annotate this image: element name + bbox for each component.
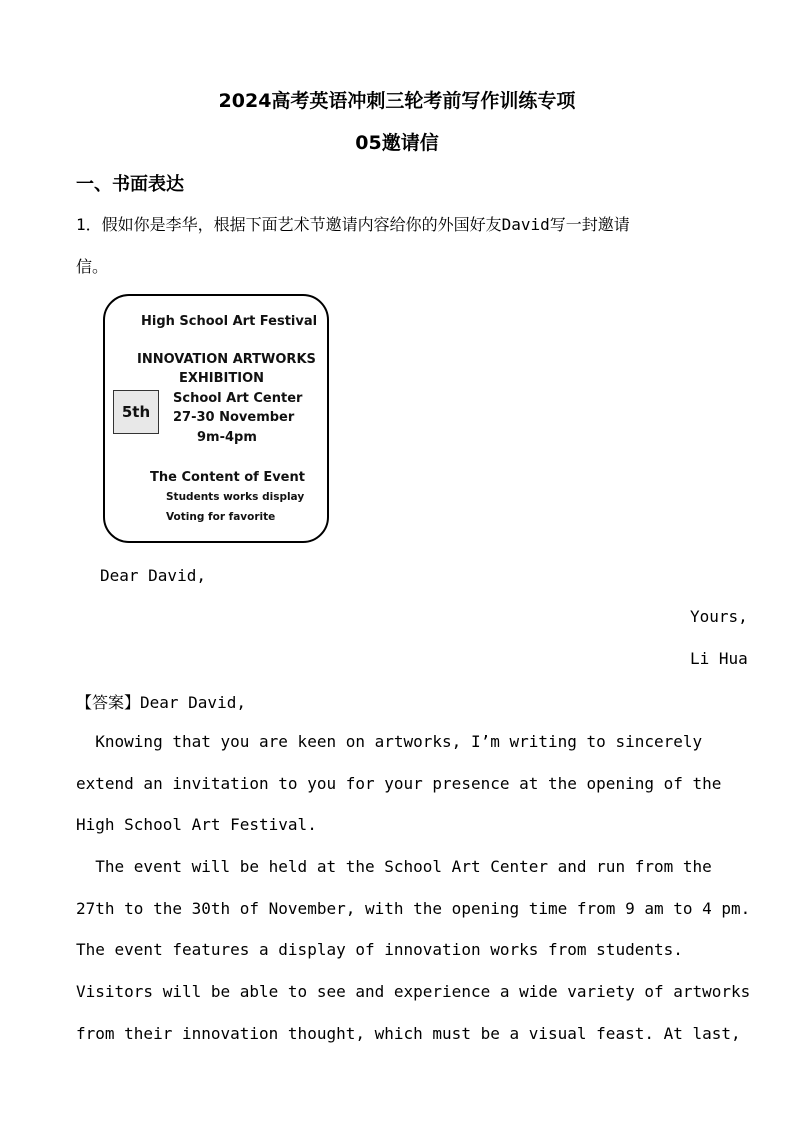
- answer-line: The event will be held at the School Art Center and run from the: [76, 857, 712, 876]
- answer-line: High School Art Festival.: [76, 815, 317, 834]
- document-title: 2024高考英语冲刺三轮考前写作训练专项: [218, 90, 576, 112]
- poster-time: 9m-4pm: [197, 430, 257, 445]
- poster-dates: 27-30 November: [173, 410, 295, 425]
- letter-signature: Li Hua: [690, 649, 748, 668]
- answer-label: 【答案】Dear David,: [76, 693, 246, 712]
- poster-edition-badge: 5th: [113, 390, 159, 434]
- poster-venue: School Art Center: [173, 391, 303, 406]
- document-subtitle: 05邀请信: [355, 132, 439, 154]
- poster-content-item: Voting for favorite: [166, 511, 276, 523]
- answer-line: The event features a display of innovation works from students.: [76, 940, 683, 959]
- poster-content-heading: The Content of Event: [150, 470, 305, 485]
- poster-exhibition-line-1: INNOVATION ARTWORKS: [137, 352, 316, 367]
- poster-exhibition-line-2: EXHIBITION: [179, 371, 265, 386]
- letter-greeting: Dear David,: [100, 566, 206, 585]
- poster-content-item: Students works display: [166, 491, 305, 503]
- section-heading: 一、书面表达: [76, 174, 184, 195]
- answer-line: Knowing that you are keen on artworks, I’m writing to sincerely: [76, 732, 703, 751]
- question-line-2: 信。: [76, 257, 109, 276]
- answer-line: Visitors will be able to see and experience a wide variety of artworks: [76, 982, 751, 1001]
- poster-header: High School Art Festival: [141, 314, 318, 329]
- answer-line: from their innovation thought, which must be a visual feast. At last,: [76, 1024, 741, 1043]
- question-line-1: 1．假如你是李华，根据下面艺术节邀请内容给你的外国好友David写一封邀请: [76, 215, 630, 234]
- letter-closing: Yours,: [690, 607, 748, 626]
- answer-line: 27th to the 30th of November, with the opening time from 9 am to 4 pm.: [76, 899, 751, 918]
- festival-poster: [103, 294, 329, 543]
- answer-line: extend an invitation to you for your presence at the opening of the: [76, 774, 722, 793]
